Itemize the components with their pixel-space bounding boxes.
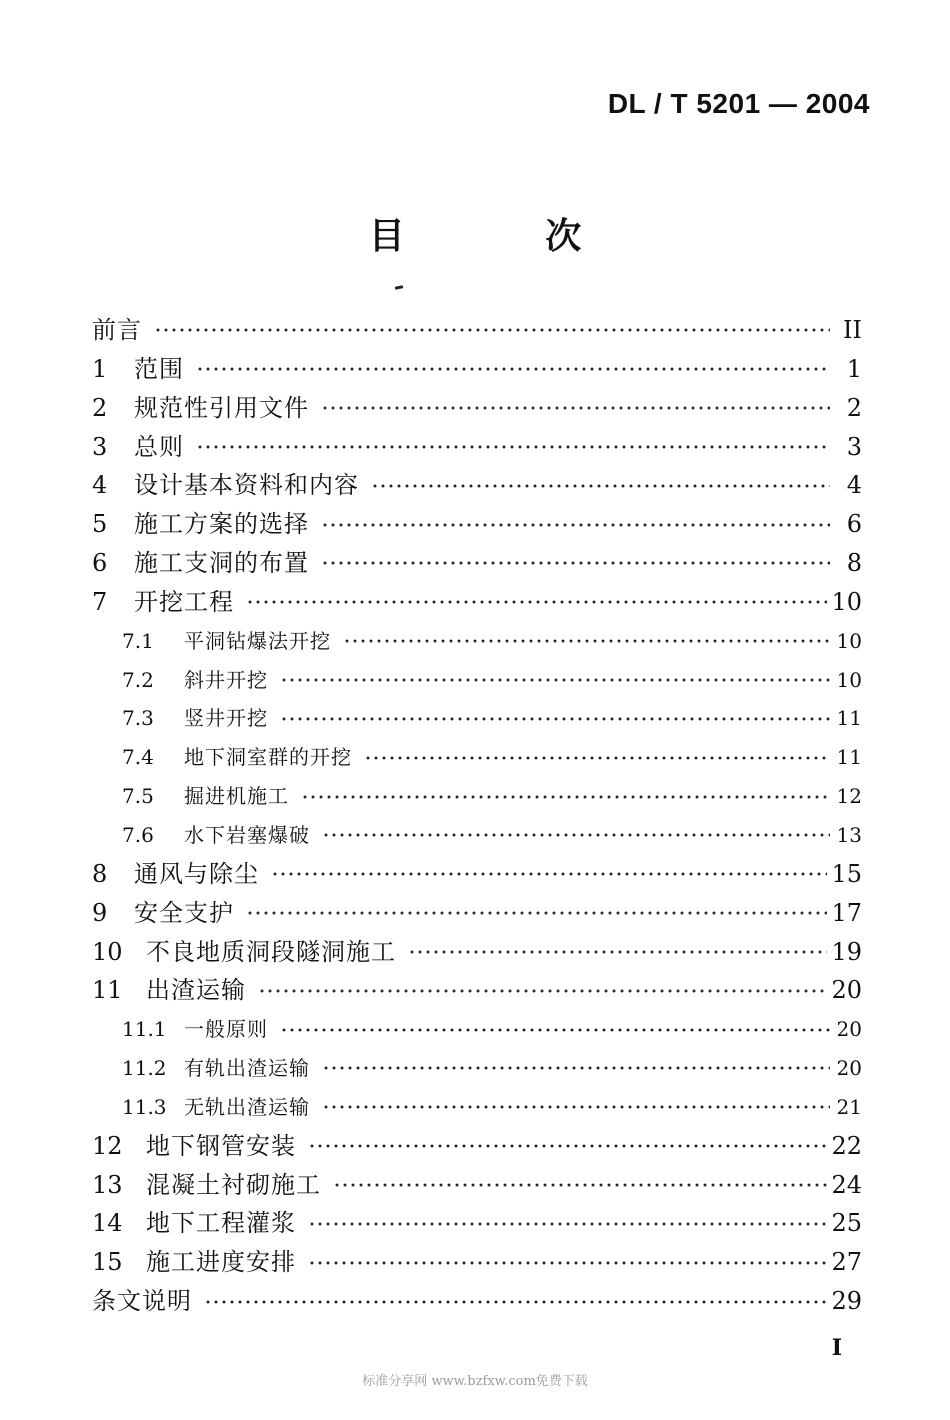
toc-entry[interactable] [92,311,862,350]
toc-entry[interactable] [92,428,862,467]
toc-entry-label: 条文说明 [92,1287,192,1316]
dot-leader [196,367,830,371]
toc-entry-page: 1 [846,354,862,383]
toc-entry-page: 19 [831,937,862,966]
dot-leader [343,639,830,643]
toc-entry-number: 11.2 [122,1056,167,1081]
toc-entry-page: 17 [831,898,862,927]
dot-leader [408,950,827,954]
toc-entry-page: 10 [836,667,862,692]
toc-entry[interactable] [92,505,862,544]
toc-entry-label: 斜井开挖 [184,667,268,692]
dot-leader [301,795,830,799]
toc-entry-page: 24 [831,1170,862,1199]
dot-leader [246,911,827,915]
toc-entry-label: 竖井开挖 [184,706,268,731]
toc-entry-page: 29 [831,1287,862,1316]
toc-entry-page: 22 [831,1131,862,1160]
page-title: 目 次 [368,216,646,257]
toc-entry[interactable] [92,777,862,816]
dot-leader [371,484,830,488]
toc-entry-label: 开挖工程 [134,587,234,616]
dot-leader [204,1300,827,1304]
toc-entry-number: 7.6 [122,822,154,847]
toc-entry-number: 7.1 [122,628,154,653]
toc-entry-number: 12 [92,1131,123,1160]
toc-entry-page: 27 [831,1248,862,1277]
dot-leader [333,1183,827,1187]
dot-leader [280,1028,830,1032]
toc-entry-number: 10 [92,937,123,966]
toc-entry-page: 11 [836,706,862,731]
toc-entry-page: 11 [836,745,862,770]
dot-leader [246,600,827,604]
toc-entry-page: 2 [846,393,862,422]
toc-entry-label: 施工进度安排 [146,1248,296,1277]
toc-entry[interactable] [92,738,862,777]
toc-entry[interactable] [92,1049,862,1088]
toc-entry-label: 混凝土衬砌施工 [146,1170,321,1199]
toc-entry-number: 8 [92,859,108,888]
dot-leader [280,678,830,682]
toc-entry-label: 前言 [92,316,142,344]
toc-entry-label: 总则 [134,432,184,461]
toc-entry-number: 4 [92,471,108,500]
toc-entry-number: 7.5 [122,784,154,809]
toc-entry-page: 25 [831,1209,862,1238]
toc-entry[interactable] [92,1166,862,1205]
toc-entry-page: 20 [831,976,862,1005]
toc-entry[interactable] [92,1010,862,1049]
toc-entry[interactable] [92,1127,862,1166]
toc-entry-label: 安全支护 [134,898,234,927]
toc-entry-number: 14 [92,1209,123,1238]
toc-entry-number: 11.3 [122,1094,167,1119]
dot-leader [322,1066,830,1070]
dot-leader [322,1105,830,1109]
toc-entry[interactable] [92,544,862,583]
toc-entry-number: 7.3 [122,706,154,731]
dot-leader [322,833,830,837]
toc-entry-page: 10 [836,628,862,653]
toc-entry[interactable] [92,855,862,894]
dot-leader [271,872,827,876]
document-code: DL / T 5201 — 2004 [607,88,870,119]
toc-entry[interactable] [92,1088,862,1127]
toc-entry-number: 15 [92,1248,123,1277]
toc-entry-number: 2 [92,393,108,422]
toc-entry-label: 无轨出渣运输 [184,1094,310,1119]
toc-entry-label: 一般原则 [184,1017,268,1042]
toc-entry-page: 6 [846,510,862,539]
toc-entry-page: 15 [831,859,862,888]
toc-entry[interactable] [92,389,862,428]
toc-entry[interactable] [92,699,862,738]
toc-entry-number: 11 [92,976,123,1005]
toc-entry[interactable] [92,466,862,505]
toc-entry-number: 7.2 [122,667,154,692]
dot-leader [258,989,827,993]
toc-entry-label: 掘进机施工 [184,784,289,809]
page-number: I [831,1335,842,1361]
toc-entry-number: 1 [92,354,108,383]
scan-speck [395,285,403,290]
toc-entry[interactable] [92,1243,862,1282]
toc-entry-number: 7.4 [122,745,154,770]
toc-entry-label: 施工支洞的布置 [134,549,309,578]
toc-entry[interactable] [92,622,862,661]
toc-entry-page: 8 [846,549,862,578]
toc-entry-label: 不良地质洞段隧洞施工 [146,937,396,966]
dot-leader [308,1261,827,1265]
toc-entry[interactable] [92,661,862,700]
toc-entry[interactable] [92,816,862,855]
dot-leader [321,406,830,410]
toc-entry-page: 13 [836,822,862,847]
toc-entry-number: 3 [92,432,108,461]
dot-leader [321,523,830,527]
toc-entry[interactable] [92,1204,862,1243]
dot-leader [196,445,830,449]
dot-leader [280,717,830,721]
toc-entry[interactable] [92,933,862,972]
toc-entry[interactable] [92,350,862,389]
toc-entry-number: 7 [92,587,108,616]
toc-entry[interactable] [92,583,862,622]
dot-leader [308,1222,827,1226]
toc-entry-number: 9 [92,898,108,927]
toc-entry-label: 水下岩塞爆破 [184,822,310,847]
dot-leader [321,561,830,565]
toc-entry-page: 4 [846,471,862,500]
toc-entry-number: 13 [92,1170,123,1199]
dot-leader [154,328,830,332]
toc-entry-number: 5 [92,510,108,539]
toc-entry-label: 规范性引用文件 [134,393,309,422]
toc-entry[interactable] [92,971,862,1010]
watermark: 标准分享网 www.bzfxw.com免费下载 [362,1374,588,1389]
toc-entry-number: 11.1 [122,1017,167,1042]
toc-entry-page: 20 [836,1017,862,1042]
toc-entry[interactable] [92,1282,862,1321]
toc-entry-label: 范围 [134,354,184,383]
toc-entry-page: 12 [836,784,862,809]
dot-leader [308,1144,827,1148]
toc-entry[interactable] [92,894,862,933]
toc-entry-page: 20 [836,1056,862,1081]
toc-entry-label: 通风与除尘 [134,859,259,888]
toc-entry-label: 设计基本资料和内容 [134,471,359,500]
toc-entry-page: II [843,316,862,344]
toc-entry-label: 平洞钻爆法开挖 [184,628,331,653]
toc-entry-label: 地下钢管安装 [146,1131,296,1160]
toc-entry-label: 出渣运输 [146,976,246,1005]
toc-entry-page: 10 [831,587,862,616]
toc-entry-label: 地下洞室群的开挖 [184,745,352,770]
toc-entry-page: 21 [836,1094,862,1119]
toc-entry-label: 施工方案的选择 [134,510,309,539]
dot-leader [364,756,830,760]
toc-entry-label: 有轨出渣运输 [184,1056,310,1081]
toc-entry-page: 3 [846,432,862,461]
toc-entry-label: 地下工程灌浆 [146,1209,296,1238]
table-of-contents [92,311,862,1321]
toc-entry-number: 6 [92,549,108,578]
